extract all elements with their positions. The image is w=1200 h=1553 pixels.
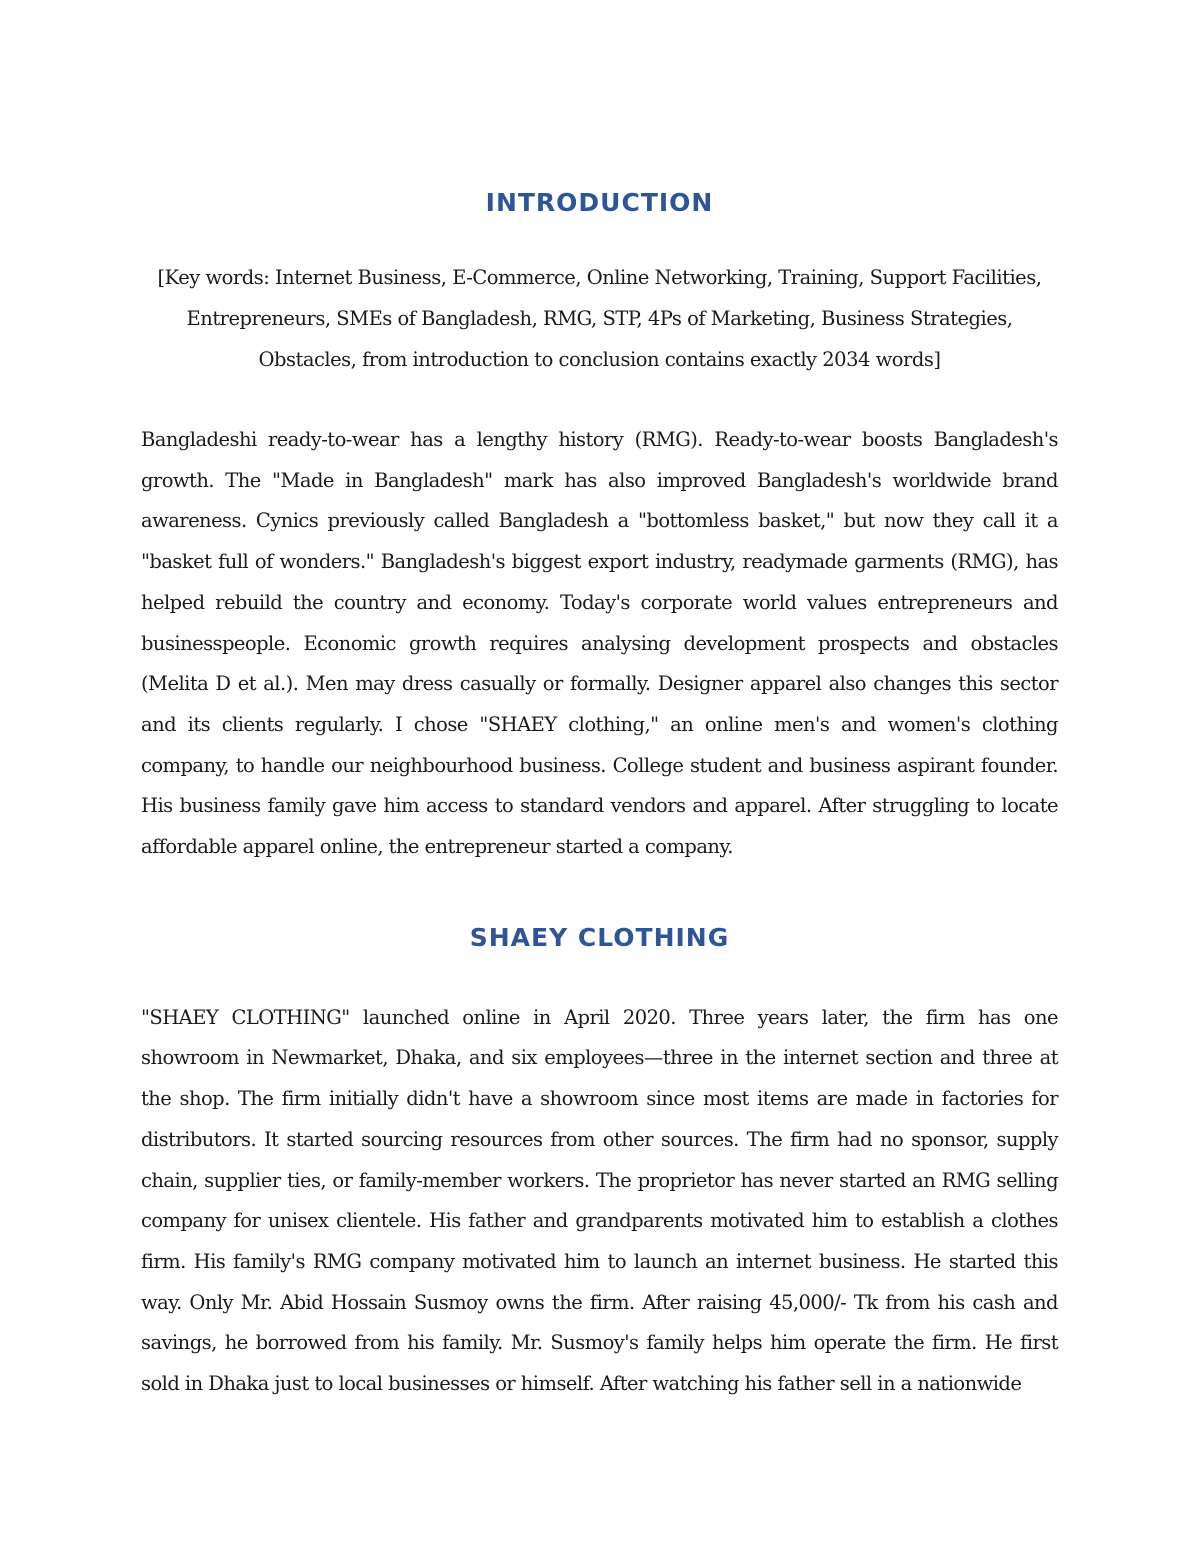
introduction-paragraph: Bangladeshi ready-to-wear has a lengthy history (RMG). Ready-to-wear boosts Bangladesh's growth. The "Made in Bangladesh" mark has also improved Bangladesh's worldwide brand awareness. Cynics previously called Bangladesh a "bottomless basket," but now they call it a "basket full of wonders." Bangladesh's biggest export industry, readymade garments (RMG), has helped rebuild the country and economy. Today's corporate world values entrepreneurs and businesspeople. Economic growth requires analysing development prospects and obstacles (Melita D et al.). Men may dress casually or formally. Designer apparel also changes this sector and its clients regularly. I chose "SHAEY clothing," an online men's and women's clothing company, to handle our neighbourhood business. College student and business aspirant founder. His business family gave him access to standard vendors and apparel. After struggling to locate affordable apparel online, the entrepreneur started a company. — [141, 428, 1058, 859]
keywords-paragraph: [Key words: Internet Business, E-Commerce, Online Networking, Training, Support Facilities, Entrepreneurs, SMEs of Bangladesh, RMG, STP, 4Ps of Marketing, Business Strategies, Obstacles, from introduction to conclusion contains exactly 2034 words] — [157, 266, 1042, 371]
introduction-heading: INTRODUCTION — [485, 188, 714, 217]
shaey-clothing-heading: SHAEY CLOTHING — [469, 922, 730, 952]
document-body — [141, 186, 1058, 1405]
shaey-clothing-paragraph: "SHAEY CLOTHING" launched online in April 2020. Three years later, the firm has one showroom in Newmarket, Dhaka, and six employees—three in the internet section and three at the shop. The firm initially didn't have a showroom since most items are made in factories for distributors. It started sourcing resources from other sources. The firm had no sponsor, supply chain, supplier ties, or family-member workers. The proprietor has never started an RMG selling company for unisex clientele. His father and grandparents motivated him to establish a clothes firm. His family's RMG company motivated him to launch an internet business. He started this way. Only Mr. Abid Hossain Susmoy owns the firm. After raising 45,000/- Tk from his cash and savings, he borrowed from his family. Mr. Susmoy's family helps him operate the firm. He first sold in Dhaka just to local businesses or himself. After watching his father sell in a nationwide — [141, 1005, 1058, 1396]
